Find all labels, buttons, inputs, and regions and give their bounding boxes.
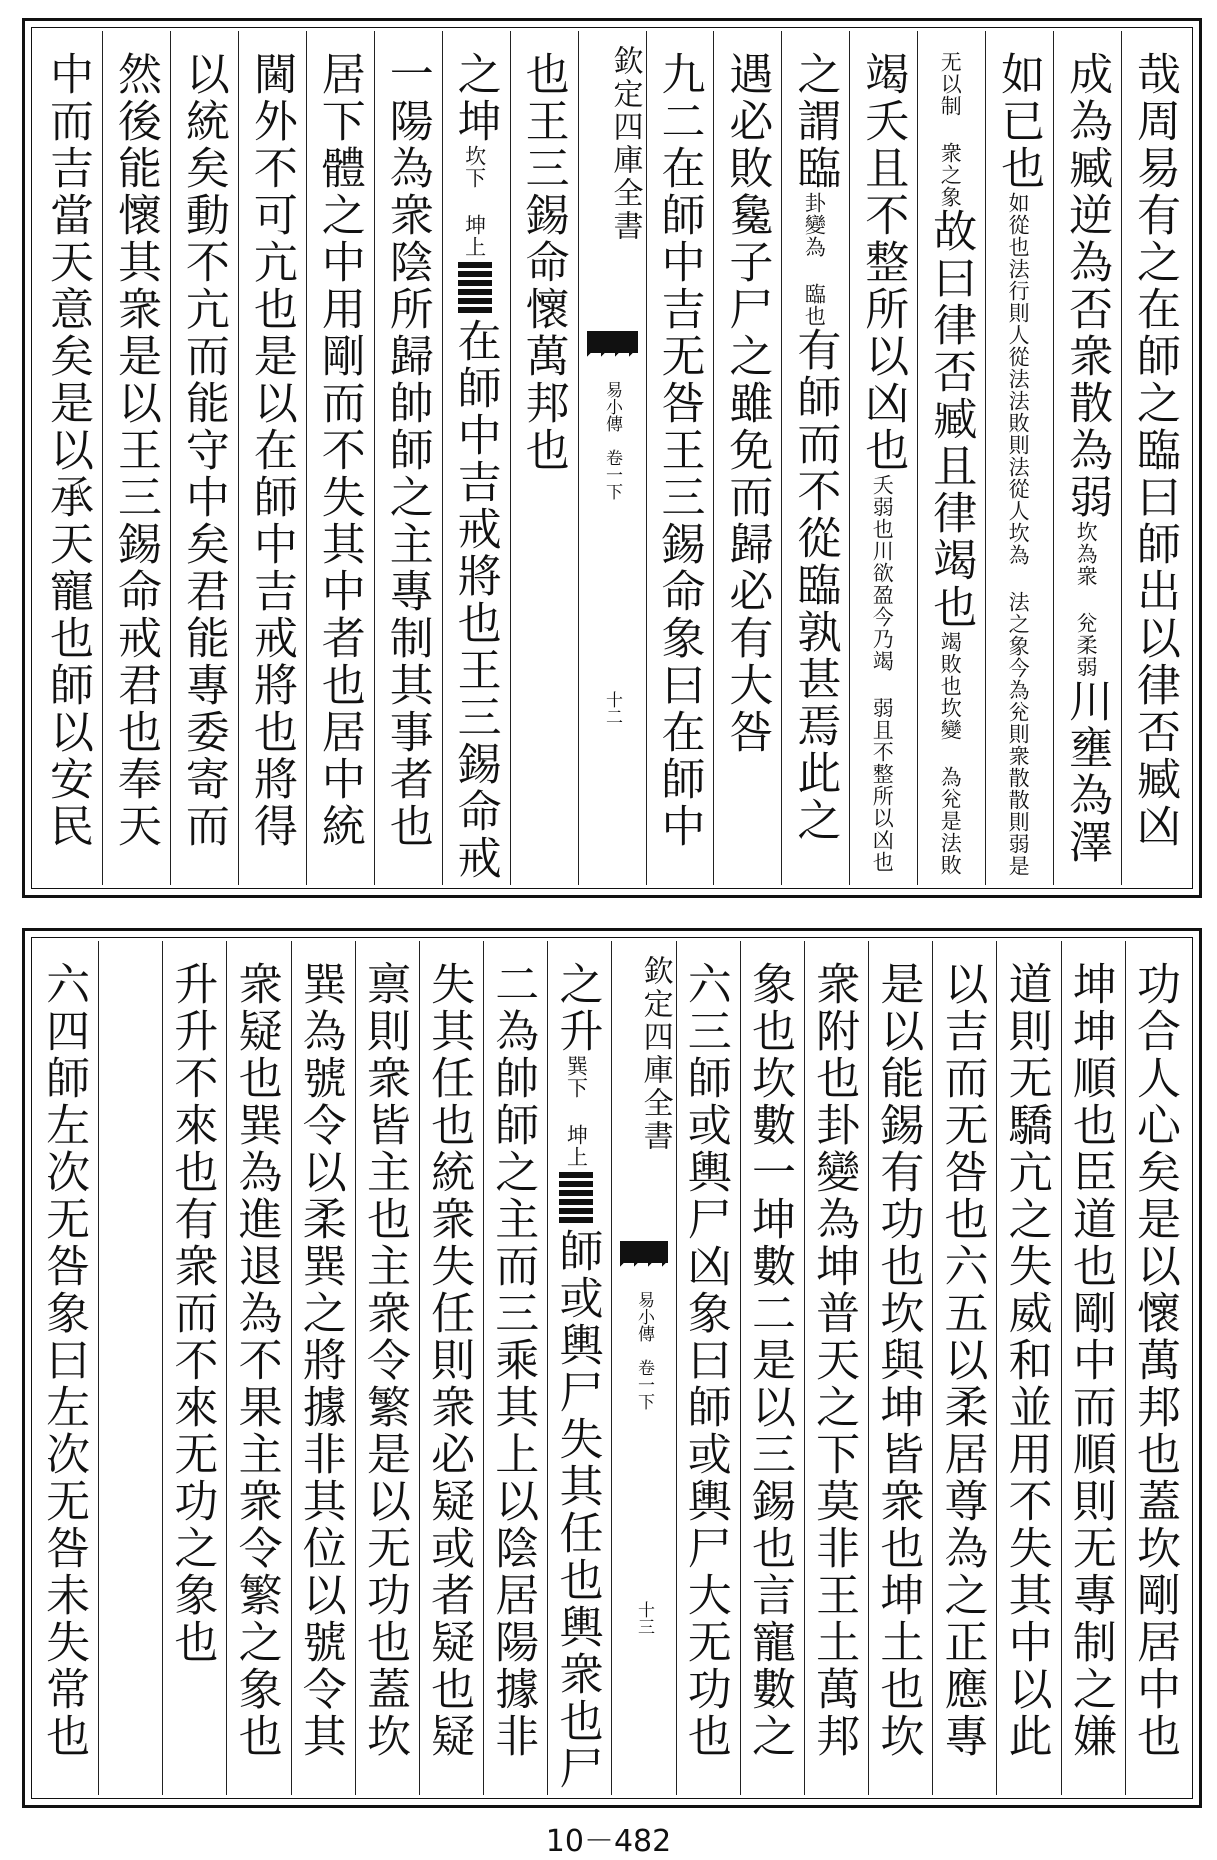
column-text: 竭夭且不整所以凶也: [857, 51, 909, 474]
text-column: [238, 31, 306, 885]
column-text: 是以能錫有功也坎與坤皆衆也坤土也坎: [872, 961, 924, 1760]
text-column: [35, 941, 98, 1795]
header-title: 欽定四庫全書: [607, 45, 643, 243]
annotation: 卦變為 臨也: [802, 192, 827, 327]
bottom-page: [22, 928, 1202, 1808]
annotation: 夭弱也川欲盈今乃竭 弱且不整所以凶也: [870, 474, 895, 873]
column-text: 以吉而无咎也六五以柔居尊為之正應專: [936, 961, 988, 1760]
column-text: 之升: [551, 961, 603, 1055]
volume-label: 卷一下: [602, 449, 623, 500]
column-text: 衆附也卦變為坤普天之下莫非王土萬邦: [808, 961, 860, 1760]
text-column: [291, 941, 355, 1795]
column-text: 六四師左次无咎象曰左次无咎未失常也: [38, 961, 90, 1760]
hexagram-icon: [458, 262, 492, 314]
fishtail-mark: [587, 331, 638, 353]
text-column: [932, 941, 996, 1795]
column-text: 川壅為澤: [1061, 678, 1113, 866]
center-column: [611, 941, 675, 1795]
annotation: 坎下 坤上: [462, 145, 487, 258]
column-text: 然後能懷其衆是以王三錫命戒君也奉天: [109, 51, 161, 850]
text-column: [1121, 31, 1189, 885]
column-text: 之坤: [449, 51, 501, 145]
text-column: [355, 941, 419, 1795]
text-column: [804, 941, 868, 1795]
column-text: 故曰律否臧且律竭也: [925, 208, 977, 631]
column-text: 象也坎數一坤數二是以三錫也言寵數之: [743, 961, 795, 1760]
text-column: [996, 941, 1060, 1795]
text-column: [646, 31, 714, 885]
text-column: [483, 941, 547, 1795]
text-column: [510, 31, 578, 885]
text-column: [781, 31, 849, 885]
text-column: [1061, 941, 1125, 1795]
text-column: [917, 31, 985, 885]
bottom-columns: [35, 941, 1189, 1795]
column-text: 升升不來也有衆而不來无功之象也: [166, 961, 218, 1666]
column-text: 坤坤順也臣道也剛中而順則无專制之嫌: [1064, 961, 1116, 1760]
column-text: 九二在師中吉无咎王三錫命象曰在師中: [653, 51, 705, 850]
footer-page-code: 10－482: [545, 1824, 672, 1859]
text-column: [547, 941, 611, 1795]
annotation: 巽下 坤上: [564, 1055, 589, 1168]
column-text: 六三師或輿尸凶象曰師或輿尸大无功也: [679, 961, 731, 1760]
annotation: 如從也法行則人從法法敗則法從人坎為 法之象今為兊則衆散散則弱是: [1006, 192, 1031, 877]
text-column: [226, 941, 290, 1795]
column-text: 以統矣動不亢而能守中矣君能專委寄而: [177, 51, 229, 850]
column-text: 如已也: [993, 51, 1045, 192]
text-column: [1125, 941, 1189, 1795]
page-number: 十二: [602, 691, 623, 725]
text-column: [740, 941, 804, 1795]
book-title: 易小傳: [602, 381, 623, 432]
column-text: 衆疑也巽為進退為不果主衆令繁之象也: [230, 961, 282, 1760]
text-column: [442, 31, 510, 885]
column-text: 禀則衆皆主也主衆令繁是以无功也蓋坎: [358, 961, 410, 1760]
text-column: [102, 31, 170, 885]
text-column: [849, 31, 917, 885]
text-column: [35, 31, 102, 885]
annotation: 无以制 衆之象: [938, 51, 963, 208]
annotation: 竭敗也坎變 為兊是法敗: [938, 631, 963, 876]
center-column: [578, 31, 646, 885]
header-title: 欽定四庫全書: [637, 955, 673, 1153]
book-title: 易小傳: [634, 1291, 655, 1342]
text-column: [1053, 31, 1121, 885]
text-column: [868, 941, 932, 1795]
column-text: 失其任也統衆失任則衆必疑或者疑也疑: [423, 961, 475, 1760]
volume-label: 卷一下: [634, 1359, 655, 1410]
column-text: 也王三錫命懷萬邦也: [517, 51, 569, 474]
column-text: 中而吉當天意矣是以承天寵也師以安民: [42, 51, 93, 850]
fishtail-mark: [620, 1241, 667, 1263]
text-column: [985, 31, 1053, 885]
column-text: 哉周易有之在師之臨曰師出以律否臧凶: [1129, 51, 1180, 850]
column-text: 巽為號令以柔巽之將據非其位以號令其: [294, 961, 346, 1760]
page-number: 十三: [634, 1601, 655, 1635]
text-column: [419, 941, 483, 1795]
column-text: 一陽為衆陰所歸帥師之主專制其事者也: [381, 51, 433, 850]
top-columns: [35, 31, 1189, 885]
text-column: [170, 31, 238, 885]
text-column: [676, 941, 740, 1795]
column-text: 遇必敗毚子尸之雖免而歸必有大咎: [721, 51, 773, 756]
column-text: 居下體之中用剛而不失其中者也居中統: [313, 51, 365, 850]
text-column: [374, 31, 442, 885]
column-text: 有師而不從臨孰甚焉此之: [789, 327, 841, 844]
column-text: 閫外不可亢也是以在師中吉戒將也將得: [245, 51, 297, 850]
column-text: 功合人心矣是以懷萬邦也蓋坎剛居中也: [1129, 961, 1180, 1760]
column-text: 師或輿尸失其任也輿衆也尸: [551, 1228, 603, 1792]
text-column: [306, 31, 374, 885]
column-text: 二為帥師之主而三乘其上以陰居陽據非: [487, 961, 539, 1760]
column-text: 成為臧逆為否衆散為弱: [1061, 51, 1113, 521]
hexagram-icon: [559, 1172, 593, 1224]
column-text: 之謂臨: [789, 51, 841, 192]
text-column: [98, 941, 162, 1795]
column-text: 道則无驕亢之失威和並用不失其中以此: [1000, 961, 1052, 1760]
text-column: [713, 31, 781, 885]
annotation: 坎為衆 兊柔弱: [1074, 521, 1099, 678]
column-text: 在師中吉戒將也王三錫命戒: [449, 318, 501, 882]
text-column: [162, 941, 226, 1795]
top-page: [22, 18, 1202, 898]
